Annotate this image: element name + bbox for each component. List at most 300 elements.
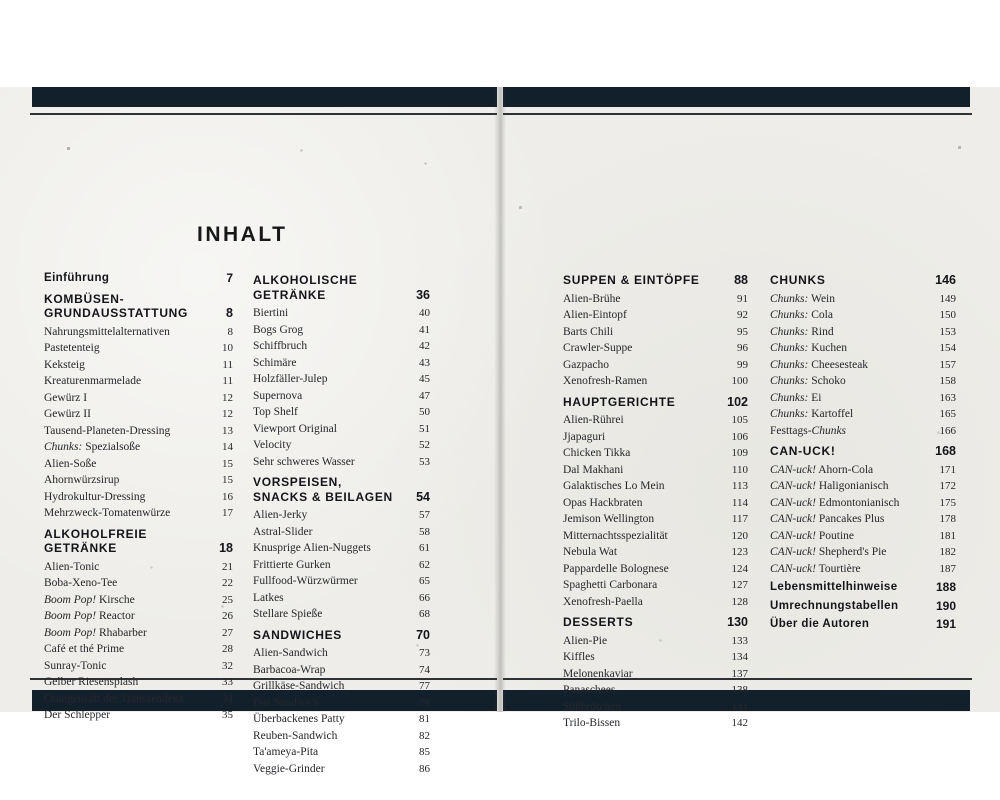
- toc-entry-label: Süßbrötchen: [563, 700, 622, 713]
- toc-entry-label: Latkes: [253, 591, 284, 604]
- toc-entry-page-number: 50: [419, 406, 430, 418]
- toc-entry-page-number: 66: [419, 591, 430, 604]
- toc-entry-page-number: 36: [416, 287, 430, 302]
- toc-entry-label: Trilo-Bissen: [563, 717, 621, 729]
- toc-entry-label: CAN-uck! Haligonianisch: [770, 480, 889, 492]
- toc-entry-page-number: 123: [731, 546, 748, 558]
- toc-entry-page-number: 154: [939, 342, 956, 354]
- toc-entry-label: Chunks: Ei: [770, 391, 822, 404]
- toc-entry-label: Boom Pop! Rhabarber: [44, 626, 147, 639]
- toc-entry-label: Chicken Tikka: [563, 447, 631, 459]
- toc-entry-page-number: 68: [419, 608, 430, 620]
- toc-entry: [253, 305, 430, 322]
- toc-entry: [770, 291, 956, 308]
- toc-entry-label: Umrechnungstabellen: [770, 599, 899, 612]
- toc-entry-page-number: 74: [419, 663, 430, 676]
- toc-entry: [44, 592, 233, 609]
- toc-entry: [770, 561, 956, 578]
- toc-entry-label: Xenofresh-Ramen: [563, 375, 648, 387]
- toc-entry-page-number: 113: [731, 480, 748, 492]
- toc-entry-page-number: 95: [737, 325, 748, 338]
- toc-entry-page-number: 182: [939, 546, 956, 558]
- toc-entry: [253, 355, 430, 372]
- toc-entry-page-number: 21: [222, 560, 233, 573]
- toc-entry-label: Pastetenteig: [44, 342, 100, 354]
- toc-entry-page-number: 141: [731, 700, 748, 713]
- toc-entry-page-number: 91: [737, 292, 748, 305]
- toc-entry-page-number: 17: [222, 507, 233, 519]
- toc-entry: [44, 390, 233, 407]
- toc-entry-page-number: 128: [731, 595, 748, 608]
- toc-entry: [563, 412, 748, 429]
- toc-entry: [253, 371, 430, 388]
- toc-entry-label: Chunks: Wein: [770, 292, 835, 305]
- toc-entry-page-number: 7: [226, 271, 233, 285]
- toc-entry: [563, 478, 748, 495]
- toc-entry-page-number: 25: [222, 593, 233, 606]
- toc-entry-page-number: 117: [731, 513, 748, 525]
- toc-entry: [563, 357, 748, 374]
- toc-entry: [44, 707, 233, 724]
- toc-section-header: [770, 273, 956, 288]
- toc-entry-page-number: 15: [222, 474, 233, 486]
- toc-entry: [44, 505, 233, 522]
- toc-entry-label: Top Shelf: [253, 406, 298, 418]
- toc-entry: [770, 528, 956, 545]
- toc-entry-page-number: 16: [222, 490, 233, 503]
- toc-entry: [563, 445, 748, 462]
- toc-entry: [563, 511, 748, 528]
- toc-entry-page-number: 105: [731, 414, 748, 426]
- toc-entry-label: Über die Autoren: [770, 618, 870, 630]
- toc-entry-label: Kiffles: [563, 651, 595, 663]
- toc-entry-page-number: 78: [419, 696, 430, 709]
- toc-entry-label: Ta'ameya-Pita: [253, 746, 319, 758]
- toc-entry-page-number: 114: [731, 496, 748, 509]
- toc-entry-label: Astral-Slider: [253, 525, 313, 538]
- toc-entry: [563, 561, 748, 578]
- toc-entry: [253, 761, 430, 778]
- toc-entry-page-number: 11: [222, 375, 233, 387]
- toc-entry-page-number: 188: [935, 580, 956, 594]
- toc-entry-page-number: 187: [939, 562, 956, 575]
- toc-entry-label: ALKOHOLFREIE GETRÄNKE: [44, 526, 148, 555]
- toc-entry: [253, 437, 430, 454]
- top-rule-left: [30, 113, 497, 115]
- toc-entry: [770, 307, 956, 324]
- toc-entry-label: Mitternachtsspezialität: [563, 529, 668, 542]
- toc-entry: [44, 324, 233, 341]
- toc-entry-label: Einführung: [44, 272, 110, 284]
- toc-entry-page-number: 178: [939, 513, 956, 525]
- toc-entry-label: Gazpacho: [563, 358, 609, 371]
- toc-entry-page-number: 53: [419, 455, 430, 468]
- toc-entry-page-number: 99: [737, 358, 748, 371]
- toc-entry-label: Opas Hackbraten: [563, 496, 643, 509]
- toc-entry-page-number: 22: [222, 577, 233, 589]
- toc-entry: [253, 338, 430, 355]
- toc-entry: [563, 633, 748, 650]
- toc-entry-page-number: 54: [416, 489, 430, 504]
- toc-entry-page-number: 102: [727, 394, 748, 409]
- toc-entry-label: Festtags-Chunks: [770, 424, 847, 437]
- toc-entry: [253, 744, 430, 761]
- toc-entry-label: Chunks: Schoko: [770, 375, 846, 387]
- toc-entry-page-number: 82: [419, 729, 430, 742]
- toc-bold-entry: [44, 270, 233, 287]
- toc-entry-page-number: 41: [419, 323, 430, 336]
- toc-entry-label: Gewürz I: [44, 391, 88, 404]
- toc-entry-page-number: 150: [939, 309, 956, 321]
- toc-entry-page-number: 168: [935, 444, 956, 458]
- toc-entry-page-number: 27: [222, 626, 233, 639]
- toc-column-1: [44, 268, 233, 724]
- toc-entry-label: CAN-uck! Tourtière: [770, 562, 861, 575]
- toc-entry-label: Boom Pop! Reactor: [44, 610, 135, 622]
- toc-entry-label: Tausend-Planeten-Dressing: [44, 424, 171, 437]
- toc-entry-page-number: 62: [419, 558, 430, 571]
- toc-entry: [563, 544, 748, 561]
- toc-entry-label: Chunks: Cheesesteak: [770, 358, 869, 371]
- toc-entry: [44, 658, 233, 675]
- toc-entry-page-number: 81: [419, 713, 430, 725]
- toc-entry-label: CAN-uck! Pancakes Plus: [770, 513, 885, 525]
- toc-entry-label: Keksteig: [44, 358, 85, 371]
- toc-entry-label: Gewürz II: [44, 408, 91, 420]
- toc-column-2: [253, 268, 430, 777]
- toc-entry-page-number: 13: [222, 424, 233, 437]
- toc-entry-label: HAUPTGERICHTE: [563, 394, 676, 409]
- toc-entry: [563, 340, 748, 357]
- toc-entry-page-number: 153: [939, 325, 956, 338]
- toc-entry-page-number: 157: [939, 358, 956, 371]
- toc-entry-page-number: 35: [222, 709, 233, 721]
- toc-entry-label: Ahornwürzsirup: [44, 474, 120, 486]
- toc-entry: [563, 666, 748, 683]
- toc-entry: [770, 324, 956, 341]
- toc-entry-page-number: 133: [731, 634, 748, 647]
- toc-entry-label: Alien-Sandwich: [253, 647, 328, 659]
- toc-entry-page-number: 166: [939, 424, 956, 437]
- toc-entry-page-number: 165: [939, 408, 956, 420]
- toc-entry: [770, 495, 956, 512]
- toc-entry-label: KOMBÜSEN- GRUNDAUSSTATTUNG: [44, 291, 189, 320]
- toc-entry-label: Alien-Brühe: [563, 292, 621, 305]
- toc-section-header: [563, 615, 748, 630]
- toc-entry-page-number: 146: [935, 273, 956, 287]
- toc-entry-page-number: 32: [222, 659, 233, 672]
- toc-entry: [253, 404, 430, 421]
- toc-entry-label: Boom Pop! Kirsche: [44, 593, 135, 606]
- toc-entry: [44, 439, 233, 456]
- toc-entry-label: CAN-UCK!: [770, 444, 836, 458]
- paper-speckle-texture: [0, 87, 1, 88]
- toc-entry-page-number: 120: [731, 529, 748, 542]
- toc-entry: [44, 357, 233, 374]
- toc-entry-page-number: 34: [222, 692, 233, 705]
- toc-entry-label: DESSERTS: [563, 615, 634, 629]
- toc-entry: [253, 573, 430, 590]
- top-rule-right: [503, 113, 972, 115]
- toc-entry: [563, 324, 748, 341]
- toc-entry-page-number: 191: [935, 617, 956, 631]
- toc-entry: [253, 711, 430, 728]
- toc-entry: [44, 625, 233, 642]
- toc-entry-page-number: 100: [731, 375, 748, 387]
- toc-entry-label: Boba-Xeno-Tee: [44, 577, 118, 589]
- toc-entry: [770, 390, 956, 407]
- toc-entry-page-number: 190: [935, 598, 956, 613]
- toc-entry-label: Alien-Tonic: [44, 560, 100, 573]
- toc-entry-label: Knusprige Alien-Nuggets: [253, 542, 371, 554]
- toc-entry: [253, 507, 430, 524]
- toc-entry: [563, 594, 748, 611]
- toc-entry-label: Alien-Pie: [563, 634, 608, 647]
- toc-entry: [253, 728, 430, 745]
- toc-entry: [770, 423, 956, 440]
- toc-entry-label: Chunks: Kartoffel: [770, 408, 854, 420]
- toc-entry-page-number: 14: [222, 441, 233, 453]
- toc-entry-page-number: 134: [731, 651, 748, 663]
- toc-entry: [253, 606, 430, 623]
- toc-section-header: [44, 292, 233, 321]
- toc-entry-page-number: 172: [939, 480, 956, 492]
- toc-entry-label: Alien-Rührei: [563, 414, 624, 426]
- toc-entry-page-number: 33: [222, 676, 233, 688]
- toc-entry-label: Nebula Wat: [563, 546, 618, 558]
- toc-entry-page-number: 8: [227, 325, 233, 338]
- toc-entry-page-number: 58: [419, 525, 430, 538]
- toc-entry-page-number: 12: [222, 408, 233, 420]
- toc-entry: [253, 662, 430, 679]
- toc-entry: [770, 511, 956, 528]
- toc-entry-label: Galaktisches Lo Mein: [563, 480, 665, 492]
- toc-entry-label: SANDWICHES: [253, 627, 343, 642]
- page-title: INHALT: [197, 223, 288, 246]
- toc-entry-page-number: 11: [222, 358, 233, 371]
- toc-entry-label: Kreaturenmarmelade: [44, 375, 142, 387]
- toc-entry-page-number: 15: [222, 457, 233, 470]
- toc-entry-page-number: 77: [419, 680, 430, 692]
- toc-entry-label: Sehr schweres Wasser: [253, 455, 355, 468]
- toc-entry-label: Mehrzweck-Tomatenwürze: [44, 507, 171, 519]
- toc-entry-label: SUPPEN & EINTÖPFE: [563, 273, 700, 287]
- toc-bold-entry: [770, 598, 956, 615]
- toc-entry: [253, 695, 430, 712]
- toc-entry-label: Fullfood-Würzwürmer: [253, 575, 358, 587]
- toc-entry-page-number: 109: [731, 447, 748, 459]
- toc-entry-page-number: 40: [419, 307, 430, 319]
- toc-entry: [563, 291, 748, 308]
- toc-section-header: [253, 628, 430, 643]
- toc-entry: [44, 456, 233, 473]
- toc-entry-label: Holzfäller-Julep: [253, 373, 328, 385]
- toc-entry: [44, 641, 233, 658]
- toc-entry-page-number: 130: [727, 615, 748, 629]
- toc-entry-label: Frittierte Gurken: [253, 558, 331, 571]
- toc-entry-page-number: 85: [419, 746, 430, 758]
- toc-entry-page-number: 45: [419, 373, 430, 385]
- top-decorative-bar-left: [32, 87, 497, 107]
- toc-entry-label: Viewport Original: [253, 422, 337, 435]
- toc-entry-label: Reuben-Sandwich: [253, 729, 338, 742]
- toc-entry: [253, 421, 430, 438]
- toc-entry-page-number: 26: [222, 610, 233, 622]
- toc-entry: [44, 608, 233, 625]
- toc-entry-label: Dal Makhani: [563, 463, 624, 476]
- toc-entry-label: Barbacoa-Wrap: [253, 663, 326, 676]
- toc-entry-page-number: 65: [419, 575, 430, 587]
- toc-entry: [563, 373, 748, 390]
- toc-entry: [770, 406, 956, 423]
- toc-entry-label: Velocity: [253, 439, 292, 451]
- toc-entry-page-number: 10: [222, 342, 233, 354]
- toc-entry-label: Supernova: [253, 389, 303, 402]
- toc-entry: [44, 559, 233, 576]
- toc-entry: [770, 544, 956, 561]
- toc-entry-page-number: 171: [939, 463, 956, 476]
- toc-entry: [253, 454, 430, 471]
- toc-entry-page-number: 42: [419, 340, 430, 352]
- toc-entry: [563, 649, 748, 666]
- toc-entry-label: Hydrokultur-Dressing: [44, 490, 146, 503]
- book-spine-gutter: [494, 87, 506, 712]
- toc-section-header: [770, 444, 956, 459]
- toc-entry-label: Chunks: Spezialsoße: [44, 441, 141, 453]
- toc-entry-page-number: 18: [219, 541, 233, 555]
- toc-entry-page-number: 61: [419, 542, 430, 554]
- toc-entry-label: Veggie-Grinder: [253, 762, 325, 775]
- toc-column-4: [770, 268, 956, 633]
- toc-entry: [44, 373, 233, 390]
- toc-entry-page-number: 88: [734, 273, 748, 287]
- toc-entry: [770, 478, 956, 495]
- toc-entry: [44, 489, 233, 506]
- toc-entry: [563, 699, 748, 716]
- toc-entry-page-number: 163: [939, 391, 956, 404]
- toc-entry-label: VORSPEISEN, SNACKS & BEILAGEN: [253, 475, 393, 504]
- toc-entry-page-number: 86: [419, 762, 430, 775]
- toc-entry-label: Alien-Jerky: [253, 509, 308, 521]
- toc-entry: [253, 322, 430, 339]
- toc-bold-entry: [770, 579, 956, 596]
- toc-entry: [44, 423, 233, 440]
- toc-column-3: [563, 268, 748, 732]
- toc-entry-label: Jjapaguri: [563, 430, 606, 443]
- toc-entry-label: Das Sandwich: [253, 696, 320, 709]
- toc-entry-label: CHUNKS: [770, 273, 826, 287]
- toc-entry-label: CAN-uck! Edmontonianisch: [770, 496, 900, 509]
- toc-entry-label: CAN-uck! Poutine: [770, 529, 854, 542]
- toc-entry-label: Chunks: Kuchen: [770, 342, 847, 354]
- toc-entry-page-number: 92: [737, 309, 748, 321]
- toc-entry-label: Stellare Spieße: [253, 608, 323, 620]
- toc-entry-label: Orangensaft der Transzendenz: [44, 692, 184, 705]
- toc-entry-label: Grillkäse-Sandwich: [253, 680, 345, 692]
- toc-entry: [253, 557, 430, 574]
- toc-entry: [44, 691, 233, 708]
- toc-entry-label: Crawler-Suppe: [563, 342, 633, 354]
- toc-entry-page-number: 181: [939, 529, 956, 542]
- toc-entry-label: Gelber Riesensplash: [44, 676, 139, 688]
- toc-entry-page-number: 127: [731, 579, 748, 591]
- toc-entry-page-number: 110: [731, 463, 748, 476]
- toc-entry: [44, 406, 233, 423]
- toc-entry-page-number: 142: [731, 717, 748, 729]
- toc-entry-page-number: 12: [222, 391, 233, 404]
- toc-entry: [44, 575, 233, 592]
- toc-entry-page-number: 138: [731, 684, 748, 696]
- toc-entry-label: Nahrungsmittelalternativen: [44, 325, 170, 338]
- toc-entry-label: CAN-uck! Ahorn-Cola: [770, 463, 874, 476]
- toc-entry: [253, 540, 430, 557]
- toc-entry-page-number: 70: [416, 627, 430, 642]
- toc-entry-page-number: 96: [737, 342, 748, 354]
- toc-entry-page-number: 106: [731, 430, 748, 443]
- toc-entry-label: Café et thé Prime: [44, 643, 125, 655]
- toc-entry-label: Bogs Grog: [253, 323, 304, 336]
- toc-entry-page-number: 137: [731, 667, 748, 680]
- toc-entry-page-number: 51: [419, 422, 430, 435]
- toc-entry: [253, 645, 430, 662]
- toc-entry: [563, 462, 748, 479]
- toc-section-header: [253, 475, 430, 504]
- toc-entry: [253, 590, 430, 607]
- toc-entry: [44, 340, 233, 357]
- toc-entry: [563, 495, 748, 512]
- toc-section-header: [563, 395, 748, 410]
- toc-section-header: [563, 273, 748, 288]
- toc-entry: [44, 472, 233, 489]
- book-spread: [0, 87, 1000, 775]
- toc-entry: [563, 682, 748, 699]
- toc-entry-label: Schimäre: [253, 356, 297, 369]
- toc-entry-label: Der Schlepper: [44, 709, 111, 721]
- toc-entry: [253, 524, 430, 541]
- toc-entry: [44, 674, 233, 691]
- toc-entry-page-number: 43: [419, 356, 430, 369]
- toc-entry: [563, 715, 748, 732]
- toc-entry-label: Panaschees: [563, 684, 616, 696]
- toc-section-header: [253, 273, 430, 302]
- toc-entry: [770, 373, 956, 390]
- toc-entry-page-number: 8: [226, 306, 233, 320]
- toc-bold-entry: [770, 616, 956, 633]
- toc-entry: [563, 307, 748, 324]
- toc-entry-page-number: 73: [419, 647, 430, 659]
- toc-entry-label: ALKOHOLISCHE GETRÄNKE: [253, 273, 358, 302]
- toc-entry-page-number: 175: [939, 496, 956, 509]
- toc-section-header: [44, 527, 233, 556]
- toc-entry-label: Pappardelle Bolognese: [563, 562, 669, 575]
- toc-entry-label: Überbackenes Patty: [253, 713, 345, 725]
- toc-entry-label: Schiffbruch: [253, 340, 308, 352]
- toc-entry-label: Jemison Wellington: [563, 513, 655, 525]
- toc-entry-page-number: 149: [939, 292, 956, 305]
- toc-entry-label: Chunks: Cola: [770, 309, 833, 321]
- toc-entry-label: Sunray-Tonic: [44, 659, 107, 672]
- toc-entry: [770, 357, 956, 374]
- toc-entry-label: Alien-Soße: [44, 457, 97, 470]
- toc-entry: [563, 528, 748, 545]
- toc-entry-label: Alien-Eintopf: [563, 309, 627, 321]
- toc-entry-label: Spaghetti Carbonara: [563, 579, 658, 591]
- toc-entry-label: Barts Chili: [563, 325, 614, 338]
- toc-entry: [563, 577, 748, 594]
- toc-entry: [563, 429, 748, 446]
- toc-entry-page-number: 52: [419, 439, 430, 451]
- toc-entry-page-number: 158: [939, 375, 956, 387]
